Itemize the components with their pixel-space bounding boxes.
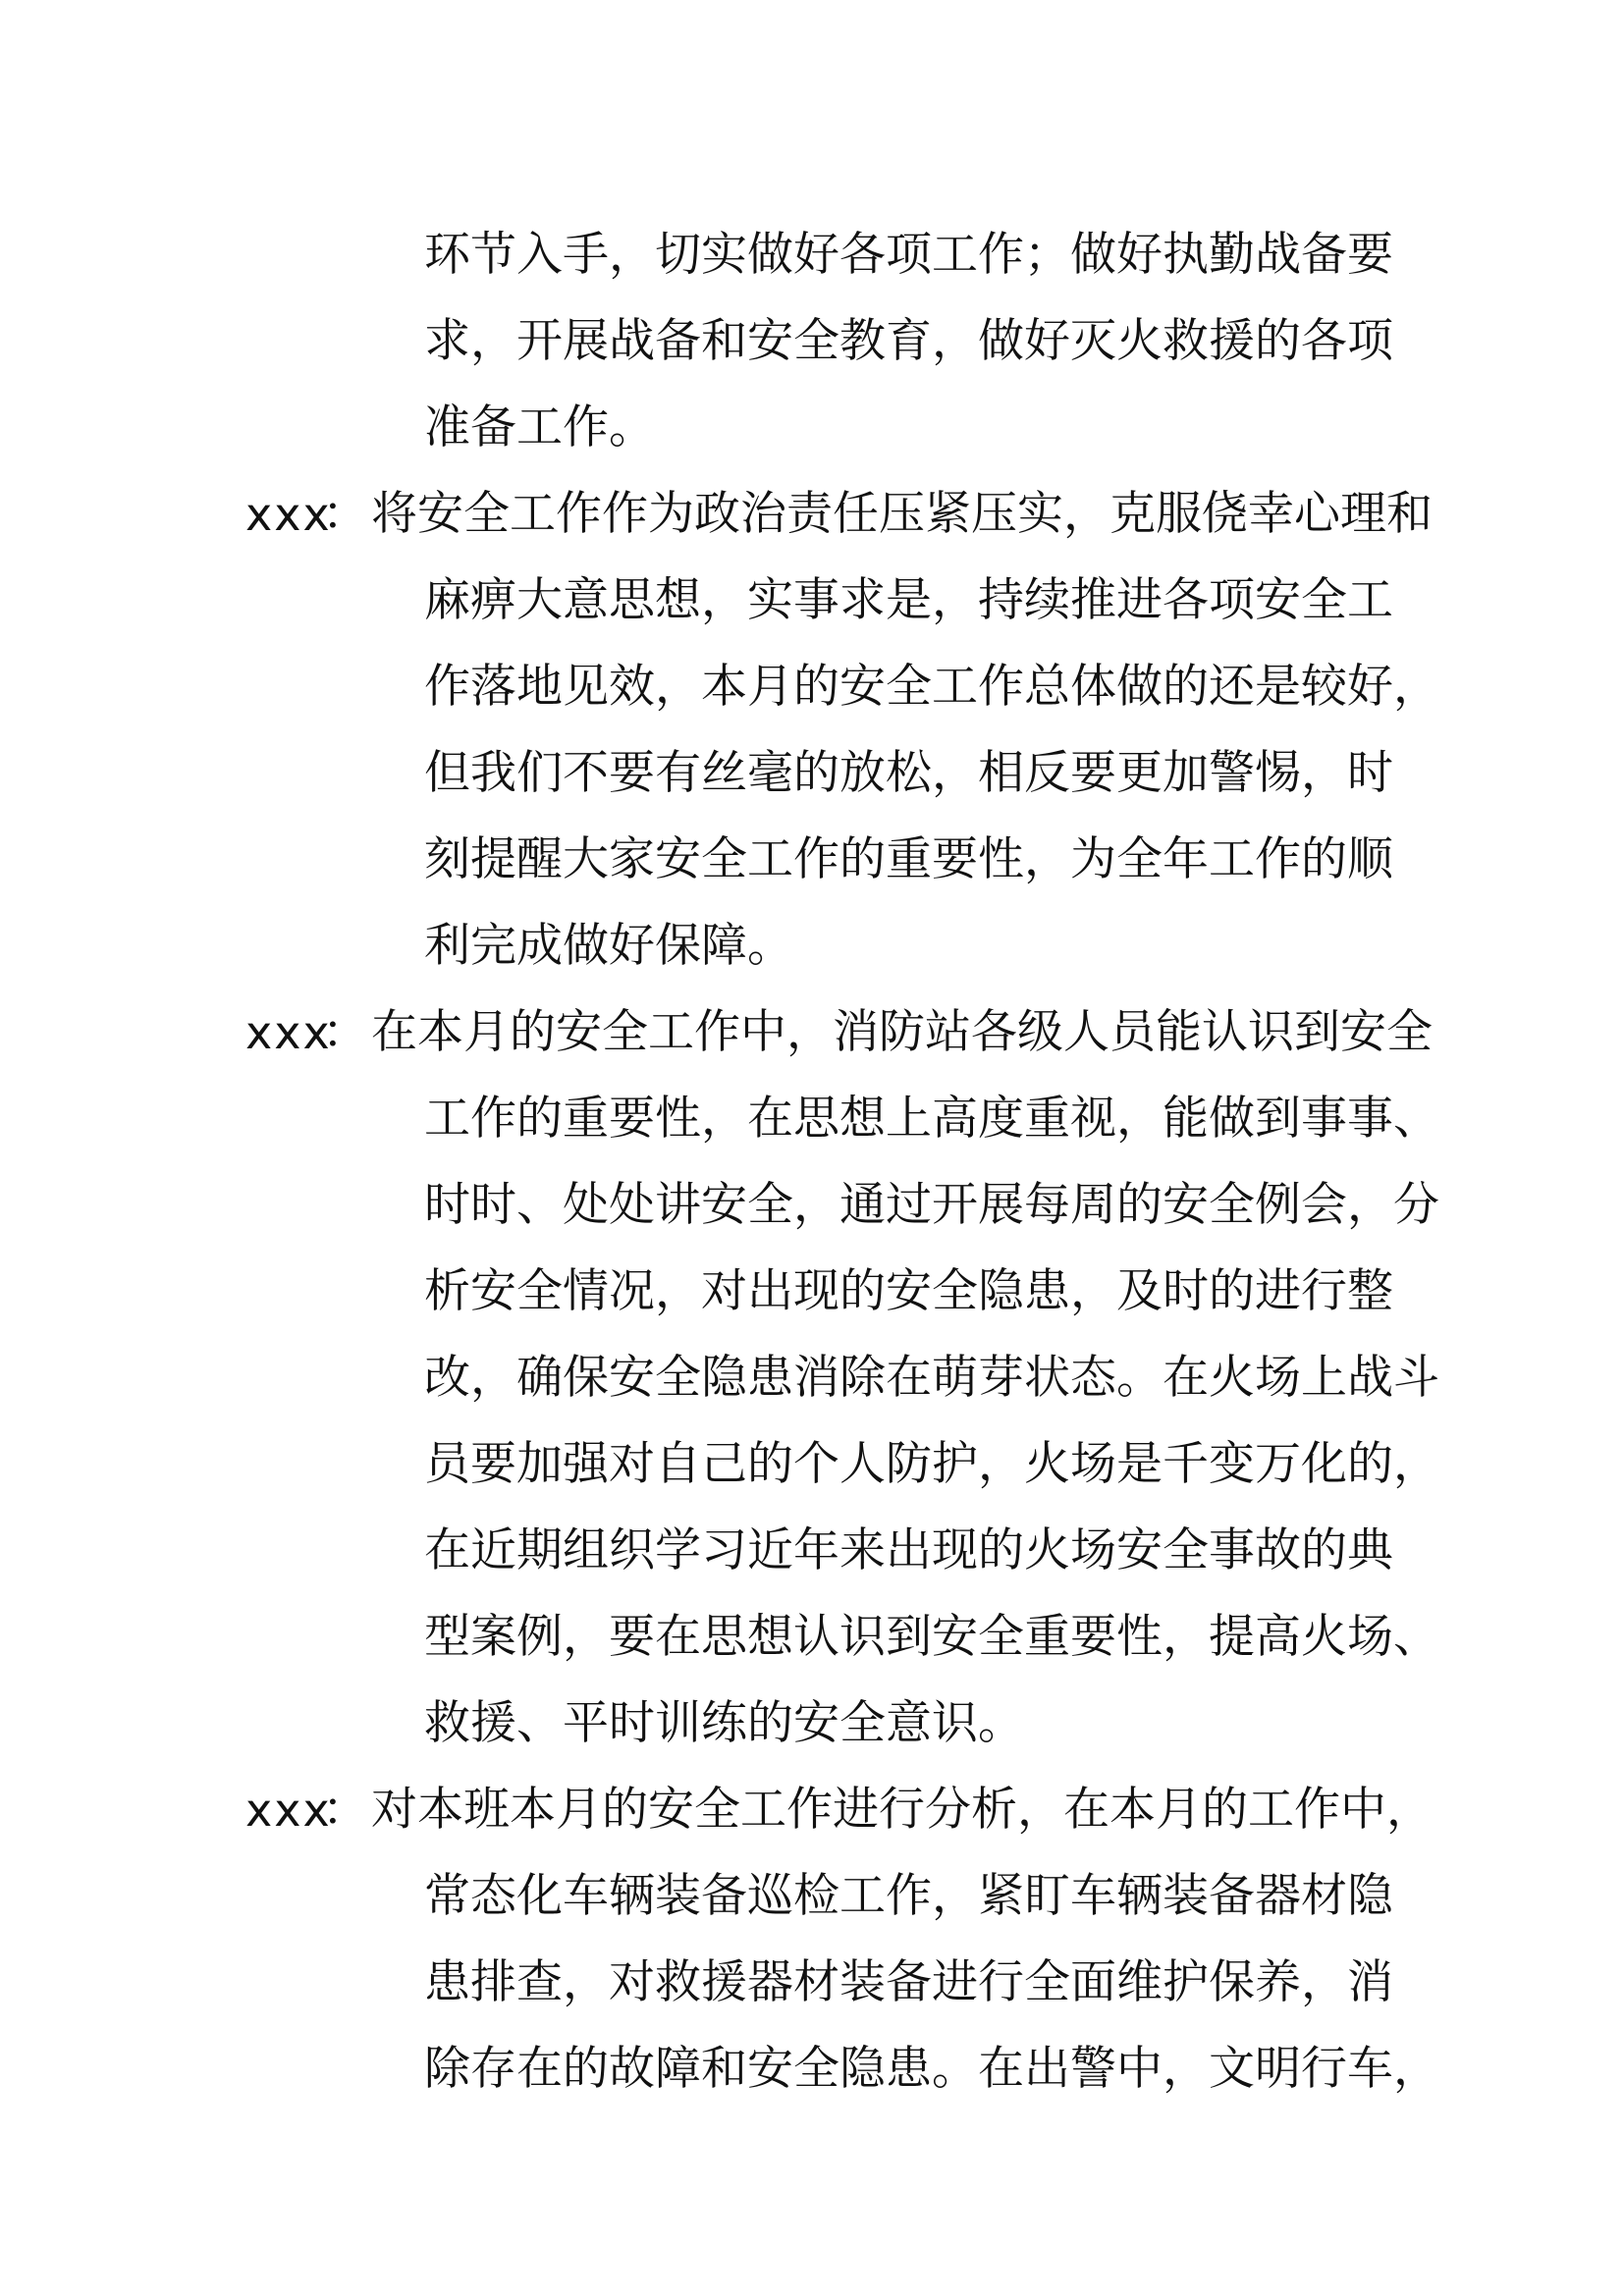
- speaker-label: xxx: [245, 488, 332, 541]
- text-line: 在近期组织学习近年来出现的火场安全事故的典: [424, 1523, 1393, 1577]
- speaker-colon: ：: [322, 1783, 368, 1837]
- text-line: 除存在的故障和安全隐患。在出警中，文明行车，: [424, 2042, 1439, 2096]
- text-line: 析安全情况，对出现的安全隐患，及时的进行整: [424, 1264, 1393, 1318]
- text-line: 作落地见效，本月的安全工作总体做的还是较好，: [424, 660, 1439, 714]
- text-line: 利完成做好保障。: [424, 919, 793, 973]
- text-line: 但我们不要有丝毫的放松，相反要更加警惕，时: [424, 746, 1393, 800]
- text-line: 刻提醒大家安全工作的重要性，为全年工作的顺: [424, 832, 1393, 886]
- text-line: 对本班本月的安全工作进行分析，在本月的工作中，: [371, 1783, 1433, 1837]
- text-line: 将安全工作作为政治责任压紧压实，克服侥幸心理和: [371, 487, 1433, 541]
- text-line: 准备工作。: [424, 400, 655, 454]
- text-line: 求，开展战备和安全教育，做好灭火救援的各项: [424, 314, 1393, 368]
- text-line: 常态化车辆装备巡检工作，紧盯车辆装备器材隐: [424, 1869, 1393, 1923]
- text-line: 救援、平时训练的安全意识。: [424, 1696, 1024, 1750]
- speaker-colon: ：: [322, 1005, 368, 1059]
- text-line: 麻痹大意思想，实事求是，持续推进各项安全工: [424, 573, 1393, 627]
- speaker-label: xxx: [245, 1784, 332, 1837]
- text-line: 工作的重要性，在思想上高度重视，能做到事事、: [424, 1092, 1439, 1146]
- text-line: 时时、处处讲安全，通过开展每周的安全例会，分: [424, 1178, 1439, 1232]
- text-line: 型案例，要在思想认识到安全重要性，提高火场、: [424, 1610, 1439, 1664]
- text-line: 改，确保安全隐患消除在萌芽状态。在火场上战斗: [424, 1351, 1439, 1405]
- text-line: 环节入手，切实做好各项工作；做好执勤战备要: [424, 228, 1393, 282]
- speaker-label: xxx: [245, 1006, 332, 1059]
- text-line: 在本月的安全工作中，消防站各级人员能认识到安全: [371, 1005, 1433, 1059]
- text-line: 患排查，对救援器材装备进行全面维护保养，消: [424, 1955, 1393, 2009]
- speaker-colon: ：: [322, 487, 368, 541]
- text-line: 员要加强对自己的个人防护，火场是千变万化的，: [424, 1437, 1439, 1491]
